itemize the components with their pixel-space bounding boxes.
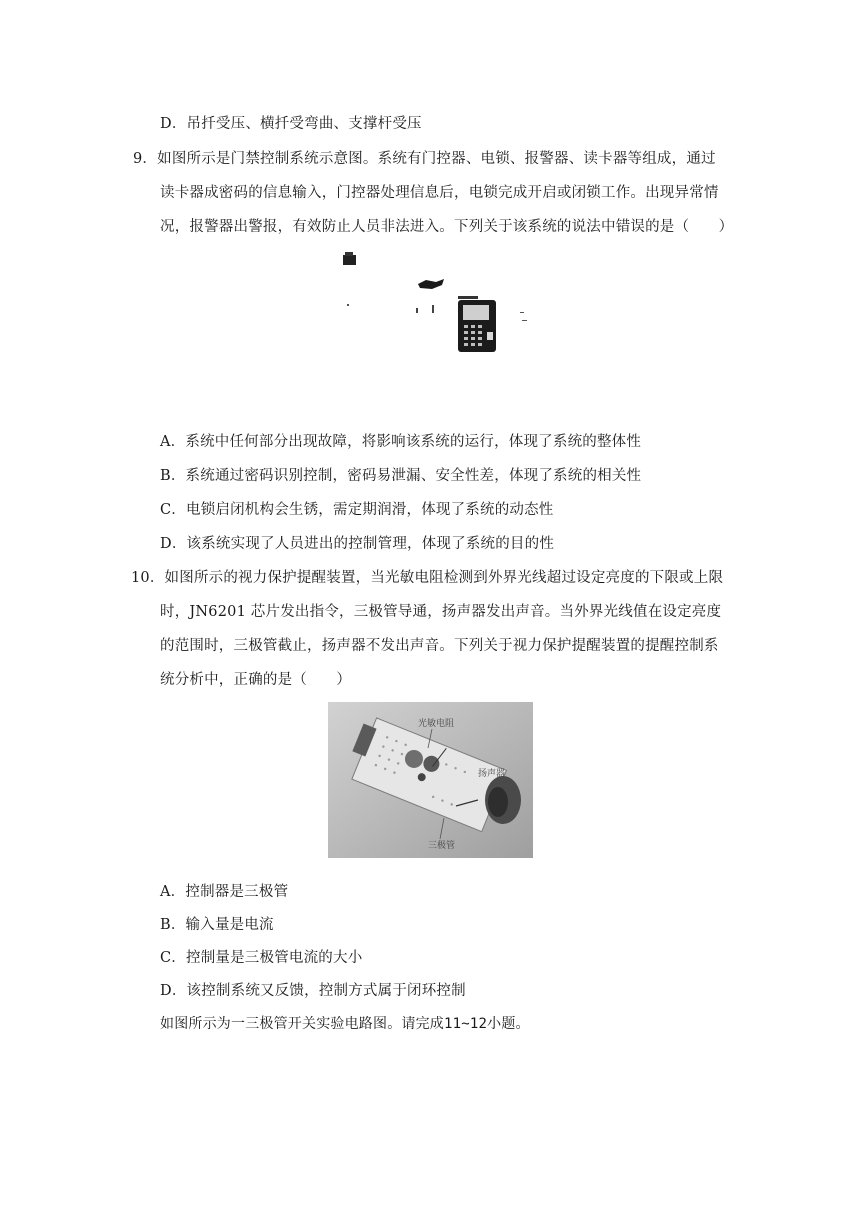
q10-option-b: B．输入量是电流 xyxy=(160,917,274,933)
q10-stem-line-1: 10．如图所示的视力保护提醒装置，当光敏电阻检测到外界光线超过设定亮度的下限或上限 xyxy=(131,570,724,586)
q10-stem-line-2: 时，JN6201 芯片发出指令，三极管导通，扬声器发出声音。当外界光线值在设定亮度 xyxy=(160,604,722,620)
q10-option-c: C．控制量是三极管电流的大小 xyxy=(160,950,363,966)
q10-stem-line-4: 统分析中，正确的是（ ） xyxy=(160,672,352,688)
label-photoresistor: 光敏电阻 xyxy=(418,719,455,729)
q8-option-d: D．吊扦受压、横扦受弯曲、支撑杆受压 xyxy=(160,116,422,132)
q10-stem-line-3: 的范围时，三极管截止，扬声器不发出声音。下列关于视力保护提醒装置的提醒控制系 xyxy=(160,638,719,654)
electric-lock-fragment xyxy=(418,279,444,289)
q9-stem-line-1: 9．如图所示是门禁控制系统示意图。系统有门控器、电锁、报警器、读卡器等组成，通过 xyxy=(133,151,716,167)
q9-stem-line-2: 读卡器成密码的信息输入，门控器处理信息后，电锁完成开启或闭锁工作。出现异常情 xyxy=(160,185,719,201)
q9-option-b: B．系统通过密码识别控制，密码易泄漏、安全性差，体现了系统的相关性 xyxy=(160,468,642,484)
label-transistor: 三极管 xyxy=(428,841,456,851)
q10-option-d: D．该控制系统又反馈，控制方式属于闭环控制 xyxy=(160,983,466,999)
q9-option-d: D．该系统实现了人员进出的控制管理，体现了系统的目的性 xyxy=(160,536,555,552)
label-speaker: 扬声器 xyxy=(478,769,506,779)
q9-stem-line-3: 况，报警器出警报，有效防止人员非法进入。下列关于该系统的说法中错误的是（ ） xyxy=(160,219,734,235)
q11-intro: 如图所示为一三极管开关实验电路图。请完成11~12小题。 xyxy=(160,1016,530,1032)
q10-option-a: A．控制器是三极管 xyxy=(160,884,289,900)
card-reader-keypad xyxy=(458,300,496,352)
q9-access-control-figure xyxy=(330,248,540,360)
q9-option-a: A．系统中任何部分出现故障，将影响该系统的运行，体现了系统的整体性 xyxy=(160,434,642,450)
q9-option-c: C．电锁启闭机构会生锈，需定期润滑，体现了系统的动态性 xyxy=(160,502,554,518)
q10-device-photo xyxy=(328,702,533,858)
alarm-fragment xyxy=(343,255,356,265)
